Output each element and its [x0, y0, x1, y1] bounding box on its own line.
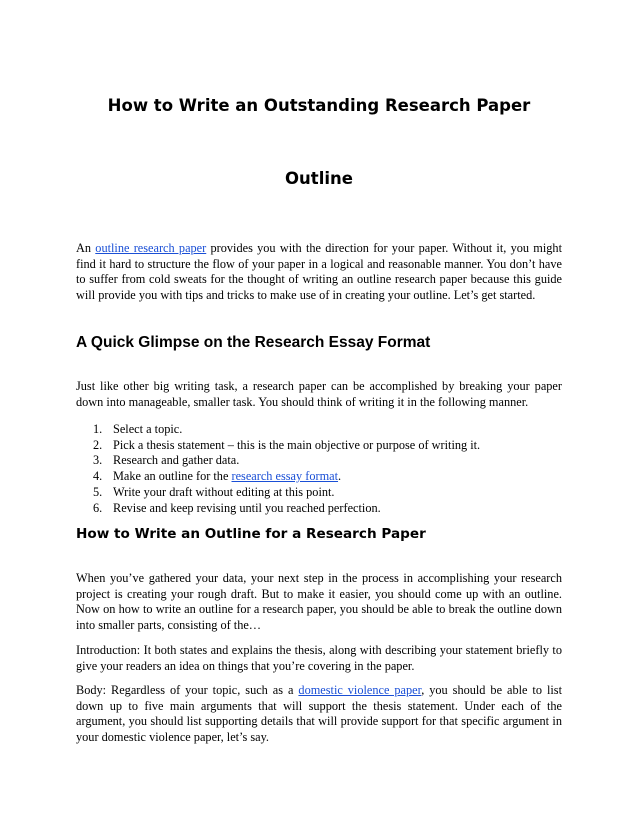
- list-number: 2.: [93, 437, 103, 452]
- list-item-text: Write your draft without editing at this point.: [113, 484, 335, 499]
- section2-paragraph-1: When you’ve gathered your data, your next step in the process in accomplishing your research project is creating your rough draft. But to make it easier, you should come up with an outline. Now on how to write an outline for a research paper, you should be able to break the outline down into smaller parts, consisting of the…: [76, 571, 562, 632]
- list-number: 5.: [93, 484, 103, 499]
- domestic-violence-paper-link[interactable]: domestic violence paper: [298, 683, 422, 697]
- intro-suffix: provides you with the direction for your paper. Without it, you might find it hard to structure the flow of your paper in a logical and reasonable manner. You don’t have to suffer from cold sweats for the thought of writing an outline research paper because this guide will provide you with tips and tricks to make use of in creating your outline. Let’s get started.: [76, 241, 562, 302]
- section2-paragraph-body: [76, 683, 562, 745]
- section2-paragraph-introduction: Introduction: It both states and explains the thesis, along with describing your statement briefly to give your readers an idea on things that you’re covering in the paper.: [76, 643, 562, 673]
- document-title-outline: Outline: [285, 169, 353, 188]
- list-item: [76, 453, 480, 469]
- list-item: [76, 422, 480, 438]
- section1-paragraph: Just like other big writing task, a research paper can be accomplished by breaking your paper down into manageable, smaller task. You should think of writing it in the following manner.: [76, 379, 562, 409]
- body-prefix: Body: Regardless of your topic, such as a: [76, 683, 299, 697]
- list-item: [76, 469, 480, 485]
- research-essay-format-link[interactable]: research essay format: [231, 469, 339, 484]
- section-heading-how-to-write-outline: How to Write an Outline for a Research Paper: [76, 526, 426, 542]
- list-item-text: Pick a thesis statement – this is the main objective or purpose of writing it.: [113, 437, 481, 452]
- list-number: 3.: [93, 453, 103, 468]
- document-title: How to Write an Outstanding Research Paper: [107, 96, 531, 115]
- list-number: 4.: [93, 469, 103, 484]
- list-item-text: Select a topic.: [113, 422, 183, 436]
- section-heading-quick-glimpse: A Quick Glimpse on the Research Essay Format: [76, 334, 431, 351]
- intro-paragraph: [76, 241, 562, 303]
- list-item: [76, 501, 480, 517]
- intro-prefix: An: [76, 241, 96, 255]
- list-item: [76, 485, 480, 501]
- list-item-suffix: .: [338, 469, 342, 484]
- outline-research-paper-link[interactable]: outline research paper: [95, 241, 207, 255]
- steps-list: [76, 422, 480, 516]
- list-item-prefix: Make an outline for the: [113, 469, 232, 484]
- list-item-text: Revise and keep revising until you reached perfection.: [113, 500, 381, 515]
- list-item: [76, 438, 480, 454]
- list-number: 1.: [93, 422, 103, 436]
- list-item-text: Research and gather data.: [113, 453, 240, 468]
- body-suffix: , you should be able to list down up to five main arguments that will support the thesis statement. Under each of the argument, you should list supporting details that will provide support for that specific argument in your domestic violence paper, let’s say.: [76, 683, 562, 744]
- list-number: 6.: [93, 500, 103, 515]
